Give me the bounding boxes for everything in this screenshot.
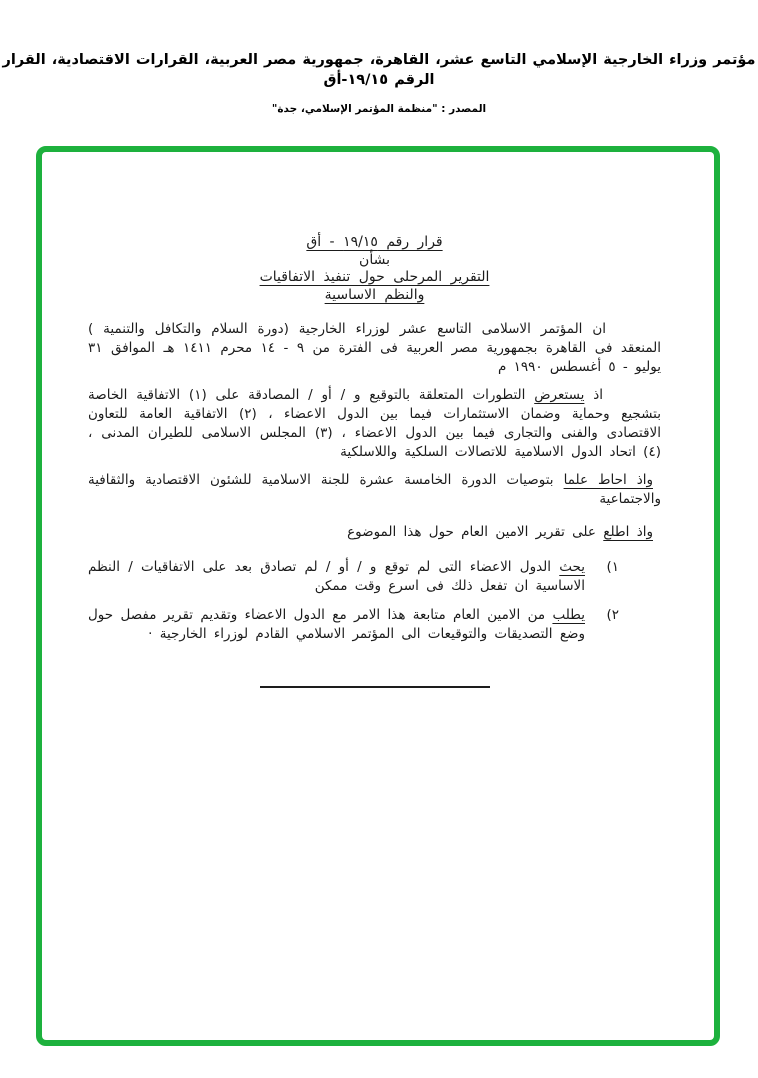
paragraph-text: التطورات المتعلقة بالتوقيع و / أو / المصادقة على (١) الاتفاقية الخاصة بتشجيع وحماية وضمان الاستثمارات فيما بين الدول الاعضاء ، (٢) الاتفاقية العامة للتعاون الاقتصادى والفنى والتجارى فيما بين الدول الاعضاء ، (٣) المجلس الاسلامى للطيران المدنى ، (٤) اتحاد الدول الاسلامية للاتصالات السلكية واللاسلكية: [88, 387, 661, 460]
paragraph-preamble-2: [88, 386, 661, 462]
resolution-subject-line: التقرير المرحلى حول تنفيذ الاتفاقيات: [259, 269, 490, 285]
paragraph-preamble-4: [88, 523, 661, 542]
item-text: [88, 606, 585, 644]
resolution-item-1: [88, 558, 619, 596]
document-content: [42, 152, 714, 1040]
separator-line: [260, 686, 490, 688]
item-number: ٢): [606, 607, 619, 623]
item-number: ١): [606, 559, 619, 575]
resolution-item-2: [88, 606, 619, 644]
paragraph-preamble-1: [88, 320, 661, 377]
paragraph-text: ان المؤتمر الاسلامى التاسع عشر لوزراء الخارجية (دورة السلام والتكافل والتنمية ) المنعقد فى القاهرة بجمهورية مصر العربية فى الفترة من ٩ - ١٤ محرم ١٤١١ هـ الموافق ٣١ يوليو - ٥ أغسطس ١٩٩٠ م: [88, 321, 661, 375]
header-source: المصدر : "منظمة المؤتمر الإسلامي، جدة": [271, 103, 487, 115]
underlined-lead-word: يطلب: [552, 607, 585, 623]
resolution-subject-line2: والنظم الاساسية: [324, 286, 425, 303]
paragraph-text: بتوصيات الدورة الخامسة عشرة للجنة الاسلامية للشئون الاقتصادية والثقافية والاجتماعية: [88, 472, 661, 507]
document-highlight-box: [36, 146, 720, 1046]
paragraph-text: اذ: [593, 387, 603, 403]
underlined-lead-word: يستعرض: [534, 387, 585, 403]
resolution-regarding-line: بشأن: [359, 251, 390, 268]
resolution-items: [88, 558, 619, 644]
item-text: [88, 558, 585, 596]
header-title: مؤتمر وزراء الخارجية الإسلامي التاسع عشر، القاهرة، جمهورية مصر العربية، القرارات الاقتصادية، القرار الرقم ١٩/١٥-أق: [2, 52, 756, 88]
item-text-body: من الامين العام متابعة هذا الامر مع الدول الاعضاء وتقديم تقرير مفصل حول وضع التصديقات والتوقيعات الى المؤتمر الاسلامي القادم لوزراء الخارجية ·: [88, 607, 585, 642]
resolution-number-line: قرار رقم ١٩/١٥ - أق: [306, 234, 443, 250]
underlined-lead-word: واذ اطلع: [603, 524, 653, 540]
underlined-lead-word: يحث: [559, 559, 585, 575]
page-header: [0, 50, 758, 116]
paragraph-preamble-3: [88, 471, 661, 509]
item-text-body: الدول الاعضاء التى لم توقع و / أو / لم تصادق بعد على الاتفاقيات / النظم الاساسية ان تفعل ذلك فى اسرع وقت ممكن: [88, 559, 585, 594]
underlined-lead-word: واذ احاط علما: [563, 472, 653, 488]
resolution-title: [88, 234, 661, 304]
paragraph-text: على تقرير الامين العام حول هذا الموضوع: [347, 524, 596, 540]
